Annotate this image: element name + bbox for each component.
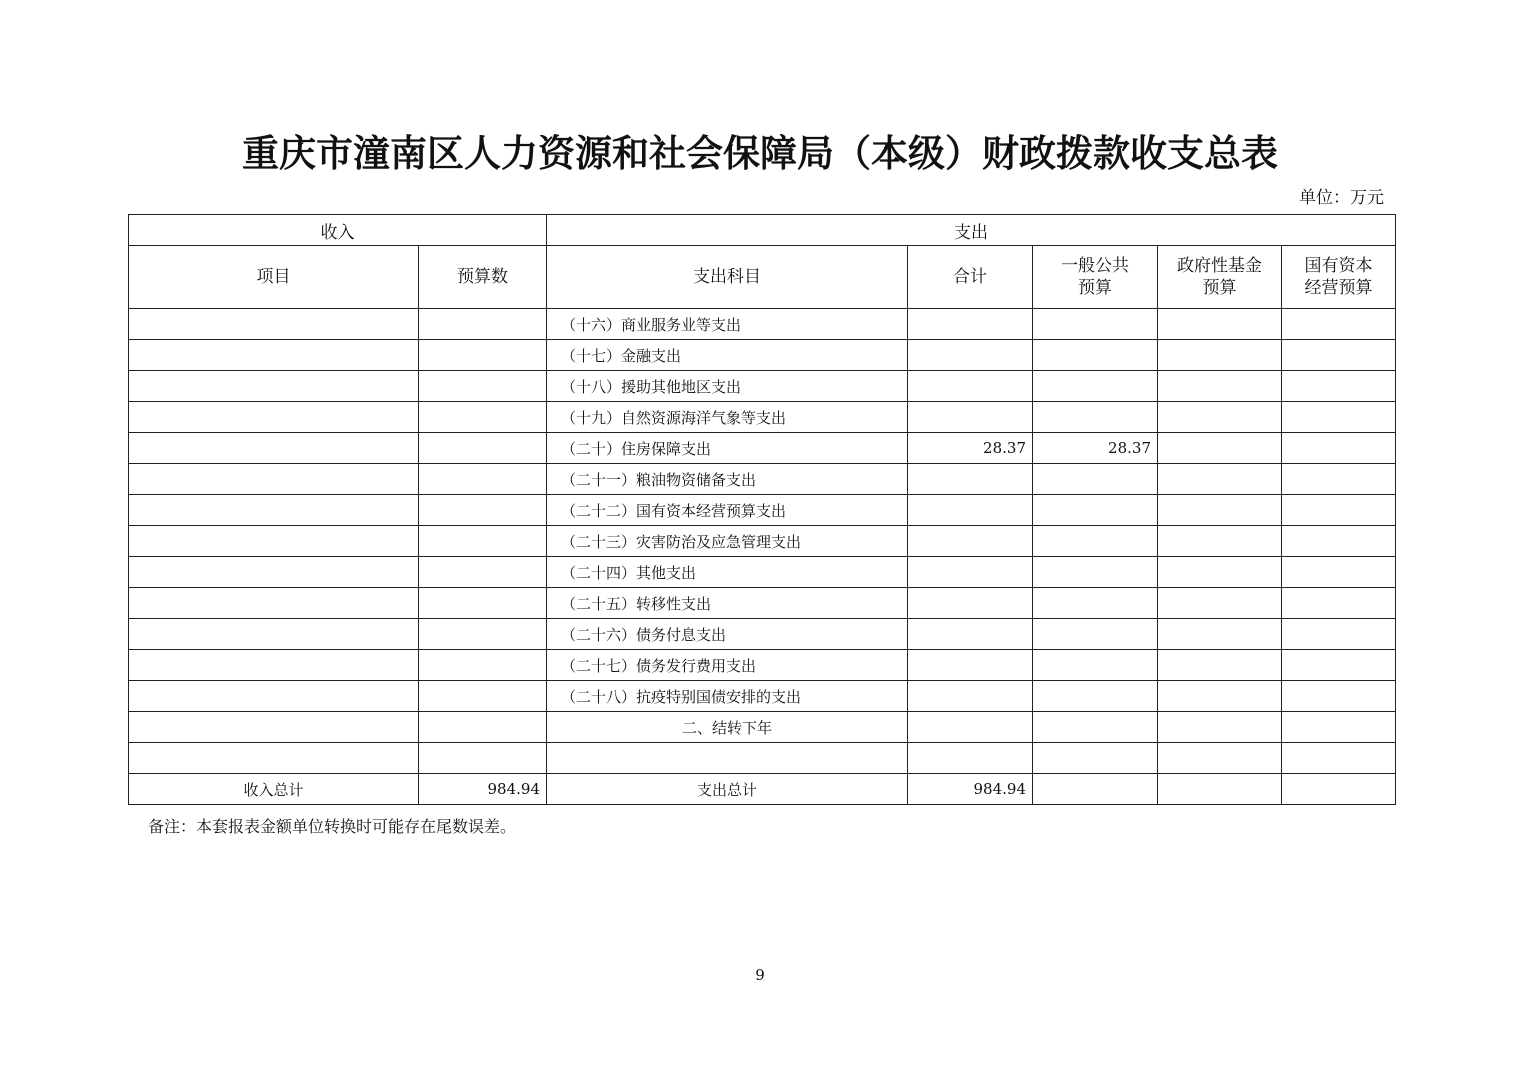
cell-subject xyxy=(547,743,908,774)
page-title: 重庆市潼南区人力资源和社会保障局（本级）财政拨款收支总表 xyxy=(242,132,1278,175)
cell-general xyxy=(1033,340,1158,371)
cell-budget xyxy=(419,433,547,464)
table-row xyxy=(129,433,1396,464)
cell-general xyxy=(1033,557,1158,588)
cell-total xyxy=(908,650,1033,681)
cell-subject: （二十五）转移性支出 xyxy=(547,588,908,619)
cell-fund xyxy=(1158,712,1282,743)
cell-budget xyxy=(419,681,547,712)
cell-state xyxy=(1282,526,1396,557)
cell-budget xyxy=(419,526,547,557)
cell-fund xyxy=(1158,557,1282,588)
cell-fund xyxy=(1158,681,1282,712)
expense-total-label: 支出总计 xyxy=(547,774,908,805)
cell-total xyxy=(908,464,1033,495)
cell-item xyxy=(129,495,419,526)
cell-subject: （二十三）灾害防治及应急管理支出 xyxy=(547,526,908,557)
table-row xyxy=(129,402,1396,433)
table-row xyxy=(129,526,1396,557)
cell-state xyxy=(1282,495,1396,526)
cell-state xyxy=(1282,402,1396,433)
table-row xyxy=(129,619,1396,650)
cell-item xyxy=(129,309,419,340)
carryover-row xyxy=(129,712,1396,743)
cell-fund xyxy=(1158,371,1282,402)
cell-budget xyxy=(419,495,547,526)
cell-item xyxy=(129,743,419,774)
cell-item xyxy=(129,433,419,464)
cell-item xyxy=(129,557,419,588)
footnote: 备注：本套报表金额单位转换时可能存在尾数误差。 xyxy=(148,817,517,836)
cell-total xyxy=(908,681,1033,712)
carryover-label: 二、结转下年 xyxy=(547,712,908,743)
cell-state xyxy=(1282,743,1396,774)
cell-total xyxy=(908,557,1033,588)
cell-total: 28.37 xyxy=(908,433,1033,464)
cell-subject: （十九）自然资源海洋气象等支出 xyxy=(547,402,908,433)
cell-state xyxy=(1282,619,1396,650)
cell-budget xyxy=(419,619,547,650)
cell-general xyxy=(1033,650,1158,681)
table-row xyxy=(129,371,1396,402)
cell-general xyxy=(1033,402,1158,433)
cell-budget xyxy=(419,371,547,402)
cell-subject: （二十二）国有资本经营预算支出 xyxy=(547,495,908,526)
table-row xyxy=(129,495,1396,526)
cell-fund xyxy=(1158,619,1282,650)
cell-fund xyxy=(1158,433,1282,464)
cell-state xyxy=(1282,371,1396,402)
cell-general xyxy=(1033,464,1158,495)
cell-subject: （二十四）其他支出 xyxy=(547,557,908,588)
cell-budget xyxy=(419,464,547,495)
cell-fund xyxy=(1158,495,1282,526)
cell-general xyxy=(1033,371,1158,402)
table-row xyxy=(129,650,1396,681)
cell-general xyxy=(1033,309,1158,340)
cell-subject: （十六）商业服务业等支出 xyxy=(547,309,908,340)
cell-item xyxy=(129,681,419,712)
cell-item xyxy=(129,526,419,557)
cell-total xyxy=(908,309,1033,340)
table-row xyxy=(129,464,1396,495)
cell-state xyxy=(1282,557,1396,588)
cell-state xyxy=(1282,650,1396,681)
page-number: 9 xyxy=(755,966,765,984)
cell-subject: （二十六）债务付息支出 xyxy=(547,619,908,650)
blank-row xyxy=(129,743,1396,774)
cell-total xyxy=(908,495,1033,526)
cell-general xyxy=(1033,743,1158,774)
cell-general xyxy=(1033,495,1158,526)
cell-general xyxy=(1033,619,1158,650)
cell-state xyxy=(1282,774,1396,805)
cell-general xyxy=(1033,526,1158,557)
cell-total xyxy=(908,743,1033,774)
cell-item xyxy=(129,650,419,681)
header-state-capital-budget: 国有资本 经营预算 xyxy=(1282,246,1396,309)
cell-budget xyxy=(419,557,547,588)
cell-total xyxy=(908,402,1033,433)
cell-budget xyxy=(419,340,547,371)
cell-budget xyxy=(419,743,547,774)
header-budget: 预算数 xyxy=(419,246,547,309)
cell-subject: （二十）住房保障支出 xyxy=(547,433,908,464)
cell-fund xyxy=(1158,743,1282,774)
cell-item xyxy=(129,712,419,743)
cell-state xyxy=(1282,309,1396,340)
table-row xyxy=(129,557,1396,588)
cell-item xyxy=(129,371,419,402)
cell-item xyxy=(129,619,419,650)
cell-total xyxy=(908,526,1033,557)
cell-subject: （二十七）债务发行费用支出 xyxy=(547,650,908,681)
cell-item xyxy=(129,340,419,371)
cell-state xyxy=(1282,588,1396,619)
cell-total xyxy=(908,371,1033,402)
cell-fund xyxy=(1158,650,1282,681)
cell-fund xyxy=(1158,774,1282,805)
budget-summary-table xyxy=(128,214,1396,805)
cell-item xyxy=(129,588,419,619)
cell-fund xyxy=(1158,464,1282,495)
header-subject: 支出科目 xyxy=(547,246,908,309)
cell-general xyxy=(1033,712,1158,743)
cell-subject: （二十八）抗疫特别国债安排的支出 xyxy=(547,681,908,712)
cell-total xyxy=(908,588,1033,619)
cell-state xyxy=(1282,464,1396,495)
cell-state xyxy=(1282,681,1396,712)
expense-total-value: 984.94 xyxy=(908,774,1033,805)
table-row xyxy=(129,340,1396,371)
cell-general: 28.37 xyxy=(1033,433,1158,464)
cell-subject: （十八）援助其他地区支出 xyxy=(547,371,908,402)
income-total-value: 984.94 xyxy=(419,774,547,805)
table-row xyxy=(129,588,1396,619)
income-total-label: 收入总计 xyxy=(129,774,419,805)
header-item: 项目 xyxy=(129,246,419,309)
table-row xyxy=(129,681,1396,712)
cell-fund xyxy=(1158,526,1282,557)
cell-budget xyxy=(419,309,547,340)
cell-state xyxy=(1282,433,1396,464)
cell-state xyxy=(1282,712,1396,743)
cell-budget xyxy=(419,712,547,743)
cell-total xyxy=(908,712,1033,743)
cell-subject: （十七）金融支出 xyxy=(547,340,908,371)
cell-fund xyxy=(1158,402,1282,433)
unit-label: 单位：万元 xyxy=(1299,188,1384,208)
header-total: 合计 xyxy=(908,246,1033,309)
header-fund-budget: 政府性基金 预算 xyxy=(1158,246,1282,309)
table-row xyxy=(129,309,1396,340)
expense-group-header: 支出 xyxy=(547,215,1396,246)
cell-budget xyxy=(419,402,547,433)
cell-budget xyxy=(419,588,547,619)
cell-budget xyxy=(419,650,547,681)
income-group-header: 收入 xyxy=(129,215,547,246)
cell-general xyxy=(1033,774,1158,805)
cell-fund xyxy=(1158,588,1282,619)
totals-row xyxy=(129,774,1396,805)
cell-total xyxy=(908,619,1033,650)
cell-item xyxy=(129,464,419,495)
cell-fund xyxy=(1158,340,1282,371)
cell-general xyxy=(1033,681,1158,712)
cell-state xyxy=(1282,340,1396,371)
cell-subject: （二十一）粮油物资储备支出 xyxy=(547,464,908,495)
header-general-budget: 一般公共 预算 xyxy=(1033,246,1158,309)
cell-total xyxy=(908,340,1033,371)
cell-item xyxy=(129,402,419,433)
column-header-row xyxy=(129,246,1396,309)
cell-fund xyxy=(1158,309,1282,340)
group-header-row xyxy=(129,215,1396,246)
cell-general xyxy=(1033,588,1158,619)
